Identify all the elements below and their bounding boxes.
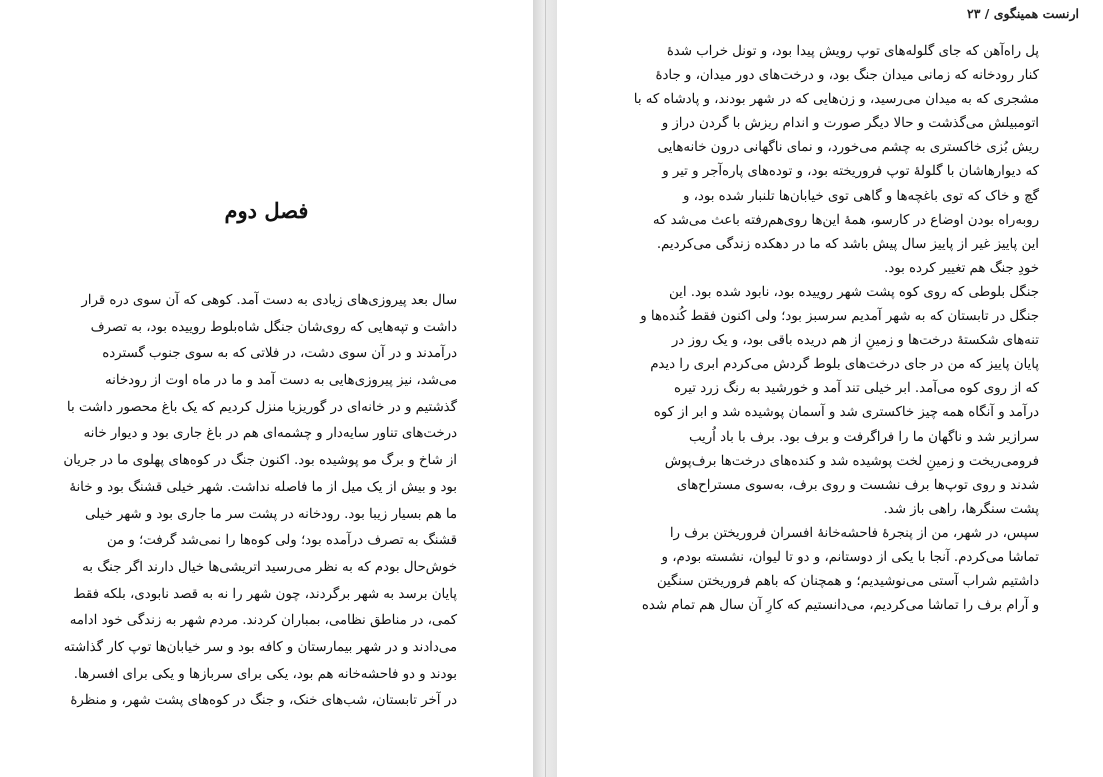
left-page-body [33,288,457,715]
text-line: اتومبیلش می‌گذشت و حالا دیگر صورت و اندام ریزش با گردن دراز و [661,116,1039,132]
text-line: کمی، در مناطق نظامی، بمباران کردند. مردم شهر به زندگی خود ادامه [69,613,457,629]
text-line: قشنگ به تصرف درآمده بود؛ ولی کوه‌ها را نمی‌شد گرفت؛ و من [106,533,457,549]
text-line: می‌شد، نیز پیروزی‌هایی به دست آمد و ما در ماه اوت از رودخانه [105,373,457,389]
text-line: پایان پاییز که من در جای درخت‌های بلوط گردش می‌کردم ابری را دیدم [650,357,1039,373]
text-line: مشجری که به میدان می‌رسید، و زن‌هایی که در شهر بودند، و پادشاه که با [633,92,1039,108]
text-line: پایان برسد به شهر برگردند، چون شهر را نه به قصد نابودی، بلکه فقط [73,586,457,602]
text-line: داشت و تپه‌هایی که روی‌شان جنگل شاه‌بلوط روییده بود، به تصرف [90,319,457,335]
text-line: گذشتیم و در خانه‌ای در گوریزیا منزل کردیم که یک باغ محصور داشت با [66,399,457,415]
text-line: گچ و خاک که توی باغچه‌ها و گاهی توی خیابان‌ها تلنبار شده بود، و [682,188,1039,204]
text-line: ریش بُزی خاکستری به چشم می‌خورد، و نمای ناگهانی درون خانه‌هایی [657,140,1039,156]
text-line: خودِ جنگ هم تغییر کرده بود. [884,260,1039,276]
text-line: در آخر تابستان، شب‌های خنک، و جنگ در کوه‌های پشت شهر، و منظرهٔ [70,693,457,709]
text-line: خوش‌حال بودم که به نظر می‌رسید اتریشی‌ها خیال دارند اگر جنگ به [82,559,457,575]
right-page [557,0,1103,777]
text-line: تماشا می‌کردم. آنجا با یکی از دوستانم، و دو تا لیوان، نشسته بودم، و [661,549,1039,565]
right-page-body [619,40,1039,618]
chapter-title: فصل دوم [224,198,309,223]
text-line: سرازیر شد و ناگهان ما را فراگرفت و برف بود. برف با باد اُریب [689,429,1039,445]
text-line: روبه‌راه بودن اوضاع در کارسو، همهٔ این‌ها روی‌هم‌رفته باعث می‌شد که [652,212,1039,228]
text-line: بود و بیش از یک میل از ما فاصله نداشت. شهر خیلی قشنگ بود و خانهٔ [69,479,457,495]
text-line: درآمدند و در آن سوی دشت، در فلاتی که به سوی جنوب گسترده [102,346,457,362]
text-line: از شاخ و برگ مو پوشیده بود. اکنون جنگ در کوه‌های پهلوی ما در جریان [63,453,457,469]
text-line: فرومی‌ریخت و زمینِ لخت پوشیده شد و کنده‌های درخت‌ها برف‌پوش [664,453,1039,469]
text-line: سال بعد پیروزی‌های زیادی به دست آمد. کوهی که آن سوی دره قرار [81,293,457,308]
text-line: پل راه‌آهن که جای گلوله‌های توپ رویش پیدا بود، و تونل خراب شدهٔ [666,44,1039,59]
text-line: درخت‌های تناور سایه‌دار و چشمه‌ای هم در باغ جاری بود و دیوار خانه [83,426,457,442]
text-line: جنگل در تابستان که به شهر آمدیم سرسبز بود؛ ولی اکنون فقط کُنده‌ها و [640,309,1039,325]
text-line: ما هم بسیار زیبا بود. رودخانه در پشت سر ما جاری بود و شهر خیلی [85,506,457,522]
text-line: کنار رودخانه که زمانی میدان جنگ بود، و درخت‌های دور میدان، و جادهٔ [655,68,1039,84]
text-line: پشت سنگرها، راهی باز شد. [883,501,1039,517]
text-line: و آرام برف را تماشا می‌کردیم، می‌دانستیم که کارِ آن سال هم تمام شده [641,598,1039,614]
running-head: ارنست همینگوی / ۲۳ [967,6,1079,21]
text-line: بودند و دو فاحشه‌خانه هم بود، یکی برای سربازها و یکی برای افسرها. [73,666,457,682]
text-line: شدند و روی توپ‌ها برف نشست و روی برف، به‌سوی مستراح‌های [676,477,1039,493]
text-line: درآمد و آنگاه همه چیز خاکستری شد و آسمان پوشیده شد و ابر از کوه [653,405,1039,421]
gutter-fold-line [545,0,546,777]
text-line: سپس، در شهر، من از پنجرهٔ فاحشه‌خانهٔ افسران فروریختن برف را [669,525,1039,541]
text-line: جنگل بلوطی که روی کوه پشت شهر روییده بود، نابود شده بود. این [669,284,1039,300]
left-page [0,0,533,777]
text-line: این پاییز غیر از پاییز سال پیش باشد که ما در دهکده زندگی می‌کردیم. [656,236,1039,252]
text-line: تنه‌های شکستهٔ درخت‌ها و زمینِ از هم دریده باقی بود، و یک روز در [671,333,1039,349]
text-line: می‌دادند و در شهر بیمارستان و کافه بود و سر خیابان‌ها توپ کار گذاشته [63,639,457,655]
text-line: که از روی کوه می‌آمد. ابر خیلی تند آمد و خورشید به رنگ زرد تیره [673,381,1039,397]
text-line: داشتیم شراب آستی می‌نوشیدیم؛ و همچنان که باهم فروریختن سنگین [656,574,1039,590]
text-line: که دیوارهاشان با گلولهٔ توپ فروریخته بود، و توده‌های پاره‌آجر و تیر و [662,164,1039,180]
